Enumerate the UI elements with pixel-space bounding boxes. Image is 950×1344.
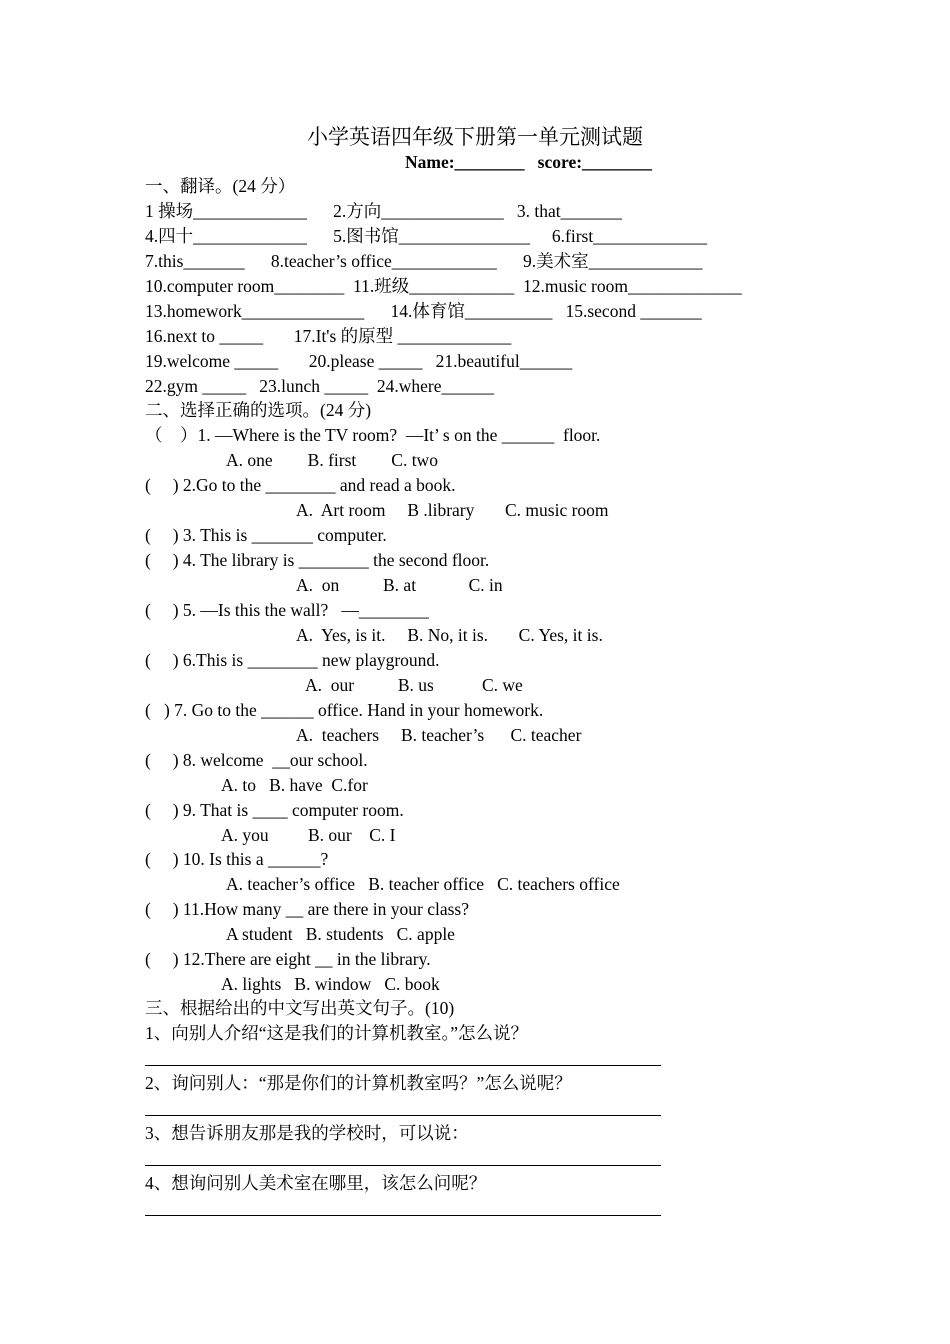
translation-row: 13.homework______________ 14.体育馆__________ 15.second _______ <box>145 301 702 321</box>
writing-question: 1、向别人介绍“这是我们的计算机教室。”怎么说？ <box>145 1023 529 1043</box>
translation-row: 22.gym _____ 23.lunch _____ 24.where______ <box>145 376 494 396</box>
writing-question: 3、想告诉朋友那是我的学校时，可以说： <box>145 1123 469 1143</box>
question-line: ( ) 12.There are eight __ in the library. <box>145 949 431 969</box>
question-line: ( ) 5. —Is this the wall? —________ <box>145 600 429 620</box>
translation-row: 10.computer room________ 11.班级____________ 12.music room_____________ <box>145 276 742 296</box>
answer-line[interactable] <box>145 1065 661 1066</box>
translation-row: 1 操场_____________ 2.方向______________ 3. that_______ <box>145 201 622 221</box>
question-line: ( ) 3. This is _______ computer. <box>145 525 387 545</box>
options-line: A. lights B. window C. book <box>221 974 440 994</box>
options-line: A. to B. have C.for <box>221 775 368 795</box>
question-line: ( ) 2.Go to the ________ and read a book. <box>145 475 456 495</box>
options-line: A. on B. at C. in <box>296 575 503 595</box>
section2-heading: 二、选择正确的选项。(24 分) <box>145 400 372 420</box>
options-line: A. one B. first C. two <box>226 450 438 470</box>
question-line: （ ）1. —Where is the TV room? —It’ s on the ______ floor. <box>145 425 601 445</box>
writing-question: 4、想询问别人美术室在哪里，该怎么问呢？ <box>145 1173 487 1193</box>
options-line: A student B. students C. apple <box>226 924 455 944</box>
page-title: 小学英语四年级下册第一单元测试题 <box>307 125 643 149</box>
question-line: ( ) 8. welcome __our school. <box>145 750 368 770</box>
options-line: A. our B. us C. we <box>305 675 523 695</box>
options-line: A. teacher’s office B. teacher office C. teachers office <box>226 874 620 894</box>
options-line: A. teachers B. teacher’s C. teacher <box>296 725 582 745</box>
answer-line[interactable] <box>145 1165 661 1166</box>
answer-line[interactable] <box>145 1115 661 1116</box>
options-line: A. you B. our C. I <box>221 825 396 845</box>
name-score-line: Name:________ score:________ <box>405 152 653 172</box>
options-line: A. Yes, is it. B. No, it is. C. Yes, it is. <box>296 625 603 645</box>
translation-row: 7.this_______ 8.teacher’s office____________ 9.美术室_____________ <box>145 251 703 271</box>
section1-heading: 一、翻译。(24 分） <box>145 176 296 196</box>
question-line: ( ) 9. That is ____ computer room. <box>145 800 404 820</box>
options-line: A. Art room B .library C. music room <box>296 500 609 520</box>
question-line: ( ) 6.This is ________ new playground. <box>145 650 440 670</box>
translation-row: 16.next to _____ 17.It's 的原型 _____________ <box>145 326 512 346</box>
question-line: ( ) 10. Is this a ______? <box>145 849 329 869</box>
translation-row: 19.welcome _____ 20.please _____ 21.beautiful______ <box>145 351 573 371</box>
writing-question: 2、询问别人：“那是你们的计算机教室吗？”怎么说呢？ <box>145 1073 572 1093</box>
section3-heading: 三、根据给出的中文写出英文句子。(10) <box>145 998 455 1018</box>
translation-row: 4.四十_____________ 5.图书馆_______________ 6.first_____________ <box>145 226 707 246</box>
question-line: ( ) 4. The library is ________ the second floor. <box>145 550 490 570</box>
question-line: ( ) 7. Go to the ______ office. Hand in your homework. <box>145 700 544 720</box>
answer-line[interactable] <box>145 1215 661 1216</box>
question-line: ( ) 11.How many __ are there in your class? <box>145 899 469 919</box>
